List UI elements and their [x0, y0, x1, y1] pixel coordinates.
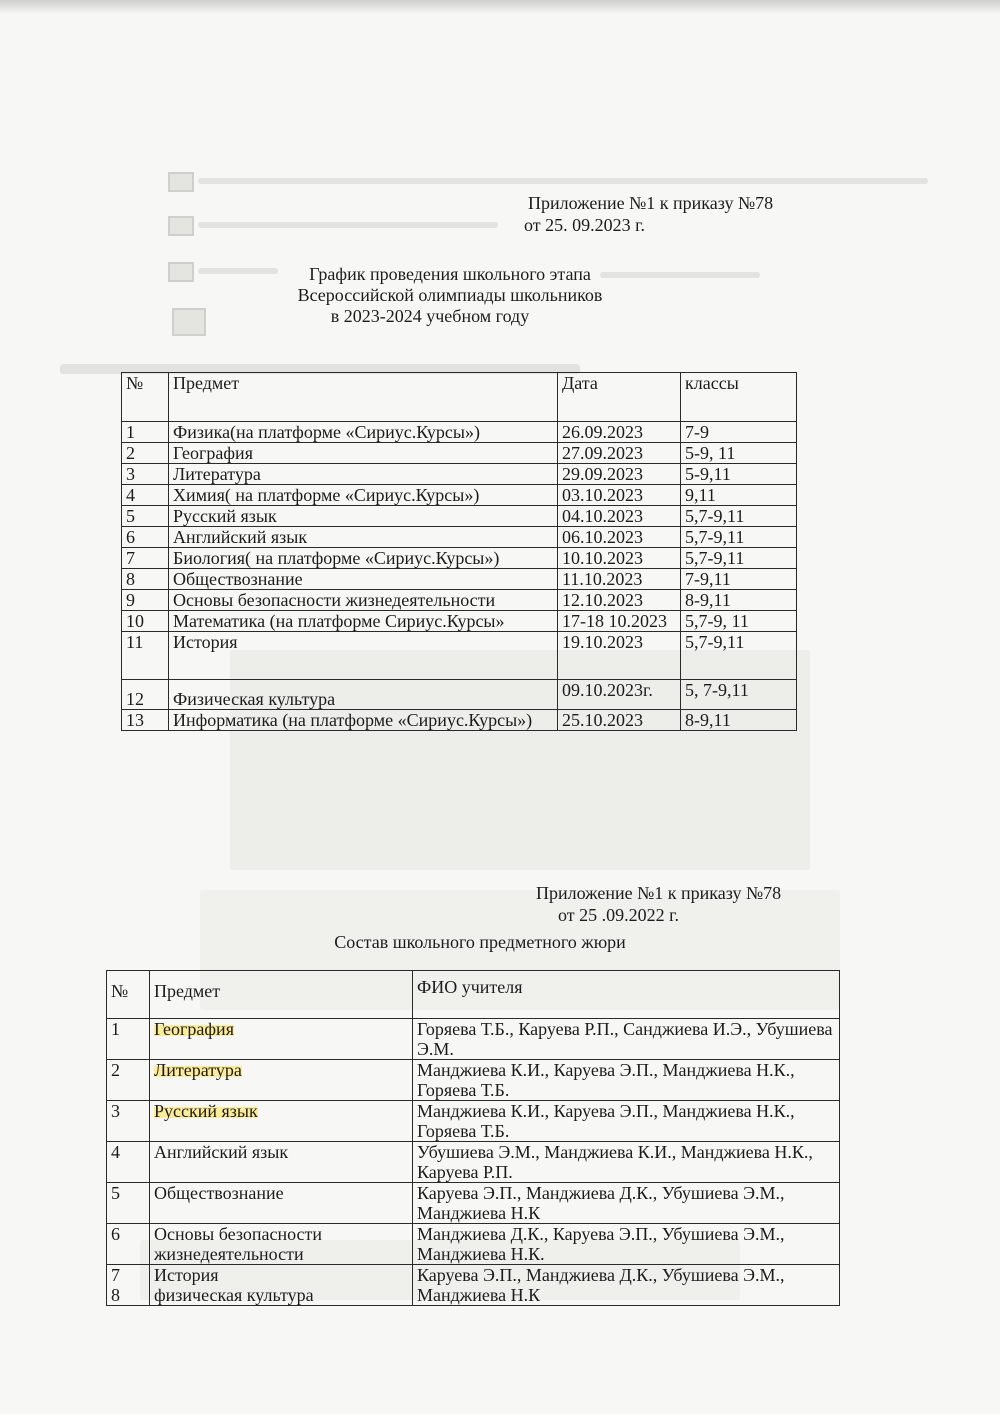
table-row — [107, 1101, 840, 1142]
column-header-number: № — [122, 373, 169, 422]
table-row — [107, 1060, 840, 1101]
column-header-date: Дата — [558, 373, 681, 422]
row-number: 13 — [122, 710, 169, 731]
row-subject — [150, 1060, 413, 1101]
row-number: 4 — [122, 485, 169, 506]
row-number: 3 — [107, 1101, 150, 1142]
row-grades: 5-9, 11 — [681, 443, 797, 464]
row-subject: Английский язык — [150, 1142, 413, 1183]
row-subject: Основы безопасности жизнедеятельности — [169, 590, 558, 611]
appendix-date: от 25. 09.2023 г. — [524, 215, 645, 235]
table-row — [122, 422, 797, 443]
table-row — [122, 611, 797, 632]
row-date: 29.09.2023 — [558, 464, 681, 485]
row-teachers: Манджиева К.И., Каруева Э.П., Манджиева Н.К., Горяева Т.Б. — [413, 1101, 840, 1142]
table-row — [107, 1019, 840, 1060]
row-grades: 9,11 — [681, 485, 797, 506]
table-row — [122, 710, 797, 731]
row-number: 5 — [122, 506, 169, 527]
bleed-through-text — [198, 178, 928, 184]
table-row — [122, 443, 797, 464]
row-number: 6 — [107, 1224, 150, 1265]
highlighted-subject: Литература — [154, 1060, 242, 1080]
row-subject: Математика (на платформе Сириус.Курсы» — [169, 611, 558, 632]
column-header-grades: классы — [681, 373, 797, 422]
row-date: 11.10.2023 — [558, 569, 681, 590]
row-teachers: Убушиева Э.М., Манджиева К.И., Манджиева Н.К., Каруева Р.П. — [413, 1142, 840, 1183]
row-grades: 7-9,11 — [681, 569, 797, 590]
row-subject — [150, 1101, 413, 1142]
appendix-header — [524, 192, 774, 236]
bleed-through-checkbox — [168, 216, 194, 236]
row-subject: Русский язык — [169, 506, 558, 527]
column-header-number: № — [107, 971, 150, 1019]
row-number: 8 — [122, 569, 169, 590]
row-subject: Физическая культура — [169, 680, 558, 710]
row-subject: Литература — [169, 464, 558, 485]
row-subject: История — [169, 632, 558, 680]
row-date: 10.10.2023 — [558, 548, 681, 569]
column-header-subject: Предмет — [169, 373, 558, 422]
highlighted-subject: Русский язык — [154, 1101, 258, 1121]
row-number: 9 — [122, 590, 169, 611]
row-teachers: Горяева Т.Б., Каруева Р.П., Санджиева И.Э., Убушиева Э.М. — [413, 1019, 840, 1060]
schedule-title-line: Всероссийской олимпиады школьников — [297, 285, 603, 305]
row-number: 2 — [122, 443, 169, 464]
table-row — [107, 1183, 840, 1224]
row-subject: Химия( на платформе «Сириус.Курсы») — [169, 485, 558, 506]
row-date: 25.10.2023 — [558, 710, 681, 731]
row-grades: 5,7-9, 11 — [681, 611, 797, 632]
table-row — [107, 1265, 840, 1306]
row-grades: 7-9 — [681, 422, 797, 443]
table-row — [122, 590, 797, 611]
row-subject: Английский язык — [169, 527, 558, 548]
row-subject: Обществознание — [169, 569, 558, 590]
row-subject: География — [169, 443, 558, 464]
row-subject: Физика(на платформе «Сириус.Курсы») — [169, 422, 558, 443]
table-row — [122, 569, 797, 590]
table-row — [122, 485, 797, 506]
row-grades: 8-9,11 — [681, 590, 797, 611]
column-header-subject: Предмет — [150, 971, 413, 1019]
table-header-row — [122, 373, 797, 422]
row-number: 1 — [107, 1019, 150, 1060]
row-grades: 5,7-9,11 — [681, 527, 797, 548]
row-subject: История физическая культура — [150, 1265, 413, 1306]
jury-table — [106, 970, 840, 1306]
row-teachers: Манджиева К.И., Каруева Э.П., Манджиева Н.К., Горяева Т.Б. — [413, 1060, 840, 1101]
scan-top-edge — [0, 0, 1000, 14]
bleed-through-checkbox — [168, 172, 194, 192]
row-number: 5 — [107, 1183, 150, 1224]
row-teachers: Каруева Э.П., Манджиева Д.К., Убушиева Э.М., Манджиева Н.К — [413, 1265, 840, 1306]
row-grades: 5,7-9,11 — [681, 632, 797, 680]
row-number: 11 — [122, 632, 169, 680]
row-number: 7 — [122, 548, 169, 569]
highlighted-subject: География — [154, 1019, 234, 1039]
row-grades: 5, 7-9,11 — [681, 680, 797, 710]
row-teachers: Манджиева Д.К., Каруева Э.П., Убушиева Э.М., Манджиева Н.К. — [413, 1224, 840, 1265]
schedule-title — [240, 264, 660, 327]
row-subject: Биология( на платформе «Сириус.Курсы») — [169, 548, 558, 569]
row-date: 19.10.2023 — [558, 632, 681, 680]
row-grades: 5,7-9,11 — [681, 548, 797, 569]
row-date: 09.10.2023г. — [558, 680, 681, 710]
table-row — [122, 506, 797, 527]
jury-title: Состав школьного предметного жюри — [334, 932, 626, 952]
row-number: 4 — [107, 1142, 150, 1183]
row-subject: Обществознание — [150, 1183, 413, 1224]
table-row — [122, 680, 797, 710]
schedule-title-line: в 2023-2024 учебном году — [330, 306, 530, 326]
row-date: 12.10.2023 — [558, 590, 681, 611]
schedule-title-line: График проведения школьного этапа — [309, 264, 591, 284]
row-date: 06.10.2023 — [558, 527, 681, 548]
row-number: 2 — [107, 1060, 150, 1101]
row-date: 17-18 10.2023 — [558, 611, 681, 632]
row-number: 1 — [122, 422, 169, 443]
row-number: 7 8 — [107, 1265, 150, 1306]
row-number: 6 — [122, 527, 169, 548]
row-subject: Основы безопасности жизнедеятельности — [150, 1224, 413, 1265]
table-row — [107, 1142, 840, 1183]
appendix-date: от 25 .09.2022 г. — [558, 905, 679, 925]
row-number: 10 — [122, 611, 169, 632]
bleed-through-checkbox — [168, 262, 194, 282]
table-header-row — [107, 971, 840, 1019]
table-row — [122, 464, 797, 485]
table-row — [122, 527, 797, 548]
schedule-table — [121, 372, 797, 731]
row-number: 3 — [122, 464, 169, 485]
row-number: 12 — [122, 680, 169, 710]
table-row — [107, 1224, 840, 1265]
appendix-line: Приложение №1 к приказу №78 — [536, 883, 782, 903]
row-teachers: Каруева Э.П., Манджиева Д.К., Убушиева Э.М., Манджиева Н.К — [413, 1183, 840, 1224]
column-header-teachers: ФИО учителя — [413, 971, 840, 1019]
row-subject: Информатика (на платформе «Сириус.Курсы») — [169, 710, 558, 731]
table-row — [122, 632, 797, 680]
appendix-header — [536, 882, 781, 926]
row-date: 03.10.2023 — [558, 485, 681, 506]
table-row — [122, 548, 797, 569]
row-date: 26.09.2023 — [558, 422, 681, 443]
appendix-line: Приложение №1 к приказу №78 — [528, 193, 774, 213]
row-date: 27.09.2023 — [558, 443, 681, 464]
row-grades: 5,7-9,11 — [681, 506, 797, 527]
row-grades: 8-9,11 — [681, 710, 797, 731]
row-grades: 5-9,11 — [681, 464, 797, 485]
row-subject — [150, 1019, 413, 1060]
bleed-through-text — [198, 222, 498, 228]
row-date: 04.10.2023 — [558, 506, 681, 527]
